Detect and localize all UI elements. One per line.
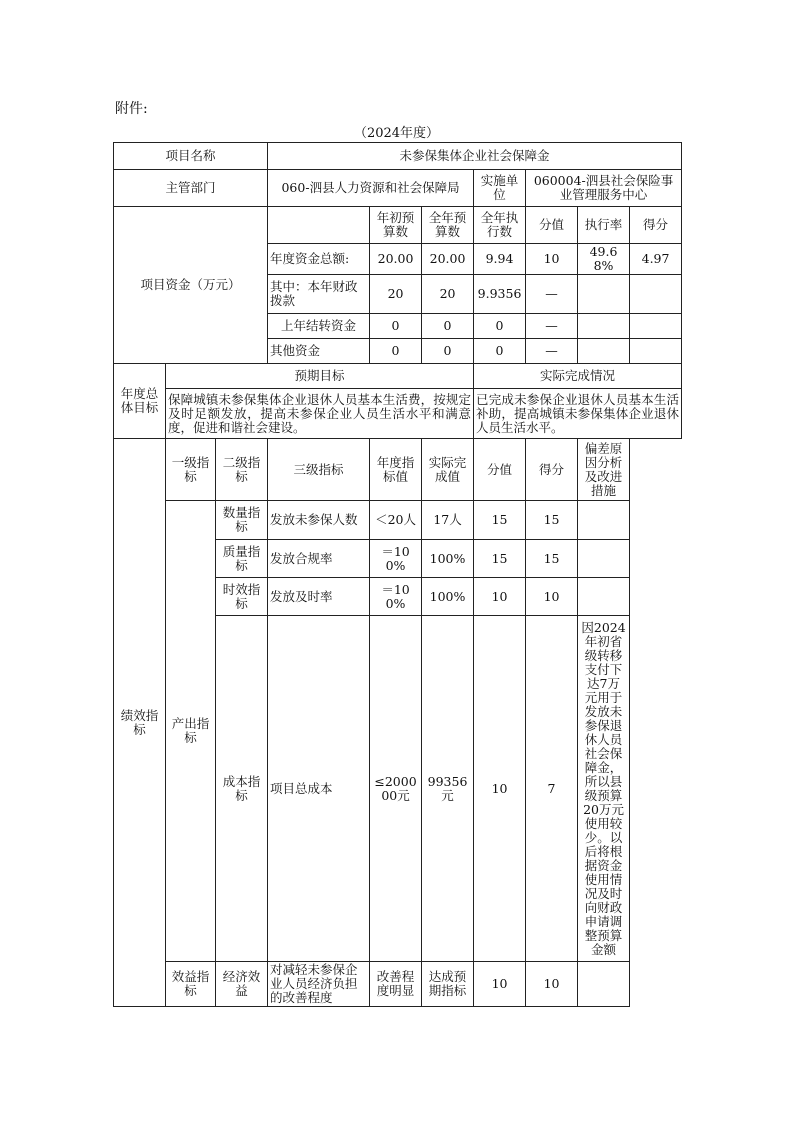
perf-l2: 时效指标: [216, 578, 268, 616]
perf-header-score: 分值: [474, 439, 526, 501]
funds-row-rate: [578, 339, 630, 364]
perf-note: 因2024年初省级转移支付下达7万元用于发放未参保退休人员社会保障金，所以县级预算20万元使用较少。以后将根据资金使用情况及时向财政申请调整预算金额: [578, 616, 630, 962]
funds-row-got: [630, 314, 682, 339]
actual-result-text: 已完成未参保企业退休人员基本生活补助，提高城镇未参保集体企业退休人员生活水平。: [474, 389, 682, 439]
perf-note: [578, 501, 630, 540]
perf-l2: 数量指标: [216, 501, 268, 540]
funds-row-full: 0: [422, 339, 474, 364]
funds-header-full: 全年预算数: [422, 207, 474, 244]
funds-row-init: 0: [370, 314, 422, 339]
funds-row-exec: 0: [474, 339, 526, 364]
perf-target: ≤200000元: [370, 616, 422, 962]
perf-l2: 成本指标: [216, 616, 268, 962]
perf-l3: 项目总成本: [268, 616, 370, 962]
goals-header-row: [114, 364, 682, 389]
funds-row-name: 年度资金总额:: [268, 244, 370, 275]
perf-score: 10: [474, 578, 526, 616]
impl-value: 060004-泗县社会保险事业管理服务中心: [526, 170, 682, 207]
goals-label: 年度总体目标: [114, 364, 166, 439]
perf-header-l3: 三级指标: [268, 439, 370, 501]
perf-target: ＝100%: [370, 540, 422, 578]
funds-row-score: —: [526, 275, 578, 314]
perf-note: [578, 540, 630, 578]
funds-row-score: —: [526, 314, 578, 339]
perf-header-target: 年度指标值: [370, 439, 422, 501]
funds-row-score: —: [526, 339, 578, 364]
funds-header-rate: 执行率: [578, 207, 630, 244]
perf-note: [578, 962, 630, 1007]
project-name-value: 未参保集体企业社会保障金: [268, 143, 682, 170]
expected-goal-text: 保障城镇未参保集体企业退休人员基本生活费，按规定及时足额发放，提高未参保企业人员生活水平和满意度，促进和谐社会建设。: [166, 389, 474, 439]
perf-got: 10: [526, 578, 578, 616]
report-year: （2024年度）: [353, 126, 440, 141]
perf-l3: 发放未参保人数: [268, 501, 370, 540]
funds-row-name: 上年结转资金: [268, 314, 370, 339]
perf-header-note: 偏差原因分析及改进措施: [578, 439, 630, 501]
perf-l3: 发放合规率: [268, 540, 370, 578]
funds-row-init: 0: [370, 339, 422, 364]
perf-label: 绩效指标: [114, 439, 166, 1007]
perf-header-l2: 二级指标: [216, 439, 268, 501]
funds-row-name: 其他资金: [268, 339, 370, 364]
perf-score: 10: [474, 962, 526, 1007]
funds-row-rate: [578, 314, 630, 339]
perf-actual: 99356元: [422, 616, 474, 962]
funds-row-init: 20.00: [370, 244, 422, 275]
perf-actual: 100%: [422, 540, 474, 578]
funds-row-full: 20: [422, 275, 474, 314]
perf-actual: 达成预期指标: [422, 962, 474, 1007]
perf-l3: 发放及时率: [268, 578, 370, 616]
funds-row-rate: [578, 275, 630, 314]
perf-header-l1: 一级指标: [166, 439, 216, 501]
perf-l3: 对减轻未参保企业人员经济负担的改善程度: [268, 962, 370, 1007]
funds-header-got: 得分: [630, 207, 682, 244]
funds-header-exec: 全年执行数: [474, 207, 526, 244]
funds-row-exec: 9.9356: [474, 275, 526, 314]
perf-header-row: [114, 439, 682, 501]
department-row: [114, 170, 682, 207]
project-name-label: 项目名称: [114, 143, 268, 170]
perf-row: [114, 962, 682, 1007]
dept-label: 主管部门: [114, 170, 268, 207]
funds-header-row: [114, 207, 682, 244]
attachment-label: 附件:: [115, 101, 148, 117]
perf-got: 15: [526, 501, 578, 540]
funds-row-name: 其中：本年财政拨款: [268, 275, 370, 314]
impl-label: 实施单位: [474, 170, 526, 207]
funds-row-full: 0: [422, 314, 474, 339]
performance-table: [113, 142, 681, 1007]
perf-score: 15: [474, 501, 526, 540]
funds-row-got: 4.97: [630, 244, 682, 275]
perf-score: 10: [474, 616, 526, 962]
perf-actual: 100%: [422, 578, 474, 616]
perf-actual: 17人: [422, 501, 474, 540]
perf-got: 15: [526, 540, 578, 578]
benefit-indicator-label: 效益指标: [166, 962, 216, 1007]
funds-row-init: 20: [370, 275, 422, 314]
funds-row-rate: 49.68%: [578, 244, 630, 275]
perf-header-actual: 实际完成值: [422, 439, 474, 501]
perf-target: 改善程度明显: [370, 962, 422, 1007]
funds-row-exec: 0: [474, 314, 526, 339]
perf-target: ＝100%: [370, 578, 422, 616]
funds-row-score: 10: [526, 244, 578, 275]
funds-row-full: 20.00: [422, 244, 474, 275]
output-indicator-label: 产出指标: [166, 501, 216, 962]
expected-goal-label: 预期目标: [166, 364, 474, 389]
funds-row-exec: 9.94: [474, 244, 526, 275]
funds-row-got: [630, 339, 682, 364]
funds-header-blank: [268, 207, 370, 244]
dept-value: 060-泗县人力资源和社会保障局: [268, 170, 474, 207]
goals-content-row: [114, 389, 682, 439]
funds-row-got: [630, 275, 682, 314]
project-name-row: [114, 143, 682, 170]
funds-label: 项目资金（万元）: [114, 207, 268, 364]
perf-l2: 质量指标: [216, 540, 268, 578]
perf-note: [578, 578, 630, 616]
perf-target: ＜20人: [370, 501, 422, 540]
funds-header-init: 年初预算数: [370, 207, 422, 244]
perf-got: 7: [526, 616, 578, 962]
perf-got: 10: [526, 962, 578, 1007]
perf-score: 15: [474, 540, 526, 578]
perf-header-got: 得分: [526, 439, 578, 501]
perf-l2: 经济效益: [216, 962, 268, 1007]
funds-header-score: 分值: [526, 207, 578, 244]
perf-row: [114, 501, 682, 540]
actual-result-label: 实际完成情况: [474, 364, 682, 389]
